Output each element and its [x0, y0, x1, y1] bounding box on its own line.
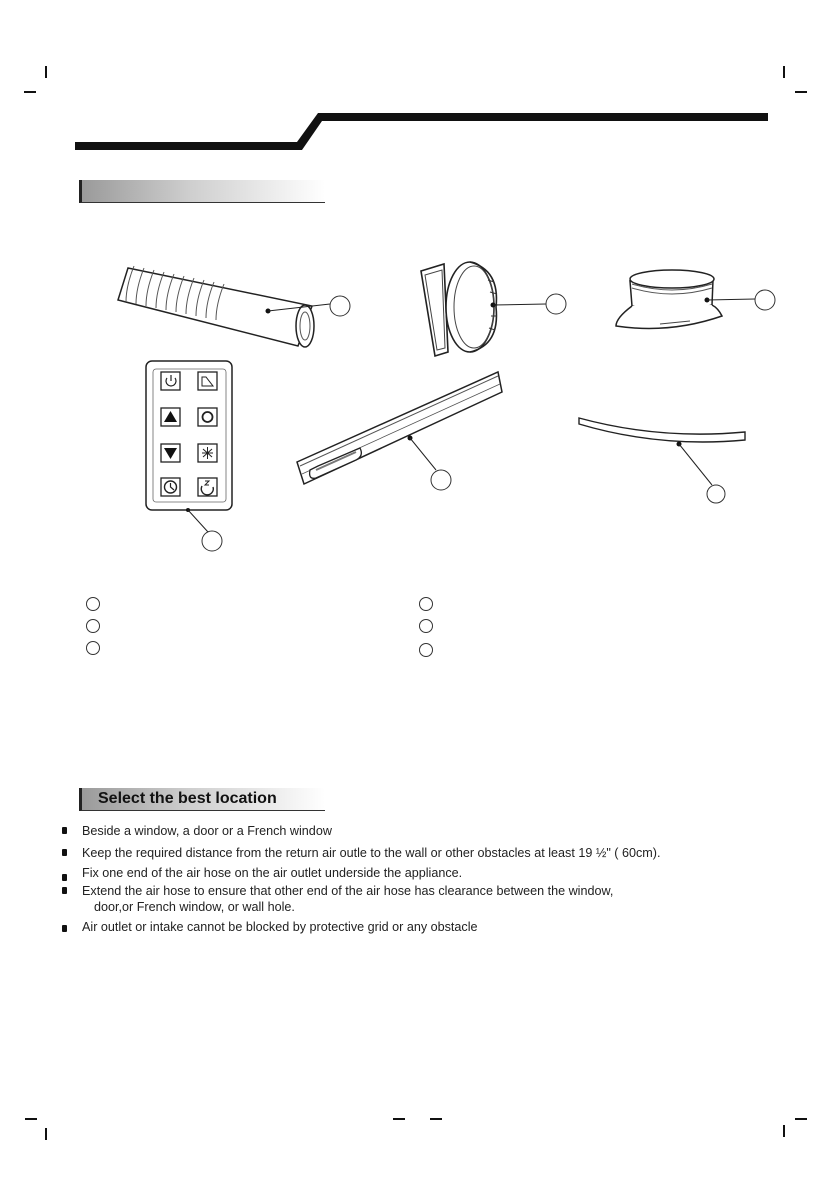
hose-connector-icon: [616, 270, 775, 328]
bullet-text: Fix one end of the air hose on the air outlet underside the appliance.: [82, 866, 463, 880]
crop-mark-bottom-center-1: [393, 1118, 405, 1120]
up-arrow-icon: [161, 408, 180, 426]
legend-marker-5: [419, 619, 433, 633]
bullet-text: Extend the air hose to ensure that other end of the air hose has clearance between the window,: [82, 884, 614, 898]
crop-mark-bottom-right-v: [783, 1125, 785, 1137]
section-banner-location: [79, 788, 325, 811]
down-arrow-icon: [161, 444, 180, 462]
list-item: [60, 883, 830, 915]
list-item: [60, 919, 830, 935]
power-icon: [161, 372, 180, 390]
bullet-icon: [62, 887, 67, 894]
legend-marker-1: [86, 597, 100, 611]
bullet-icon: [62, 874, 67, 881]
legend-marker-3: [86, 641, 100, 655]
list-item: [60, 845, 830, 861]
list-item: [60, 865, 830, 881]
bullet-text: Beside a window, a door or a French window: [82, 824, 332, 838]
sleep-icon: [198, 478, 217, 496]
exhaust-hose-icon: [118, 266, 350, 347]
window-adapter-icon: [421, 262, 566, 356]
bullet-text: Keep the required distance from the return air outle to the wall or other obstacles at least 19 ½" ( 60cm).: [82, 846, 661, 860]
bullet-text: Air outlet or intake cannot be blocked by protective grid or any obstacle: [82, 920, 478, 934]
header-bar: [0, 0, 839, 160]
crop-mark-bottom-left-v: [45, 1128, 47, 1140]
parts-illustration: [0, 240, 839, 560]
window-slider-icon: [297, 372, 502, 490]
list-item: [60, 823, 830, 839]
crop-mark-bottom-left-h: [25, 1118, 37, 1120]
legend-marker-4: [419, 597, 433, 611]
bullet-text-continuation: door,or French window, or wall hole.: [94, 900, 295, 914]
bullet-icon: [62, 827, 67, 834]
legend-marker-2: [86, 619, 100, 633]
section-banner-parts: [79, 180, 325, 203]
clock-icon: [161, 478, 180, 496]
location-bullet-list: [60, 823, 830, 941]
section-title-location: Select the best location: [98, 790, 277, 807]
foam-strip-icon: [579, 418, 745, 503]
fan-icon: [198, 444, 217, 462]
crop-mark-bottom-right-h: [795, 1118, 807, 1120]
legend-marker-6: [419, 643, 433, 657]
timer-icon: [198, 408, 217, 426]
remote-control-icon: [146, 361, 232, 551]
crop-mark-bottom-center-2: [430, 1118, 442, 1120]
bullet-icon: [62, 849, 67, 856]
bullet-icon: [62, 925, 67, 932]
mode-icon: [198, 372, 217, 390]
